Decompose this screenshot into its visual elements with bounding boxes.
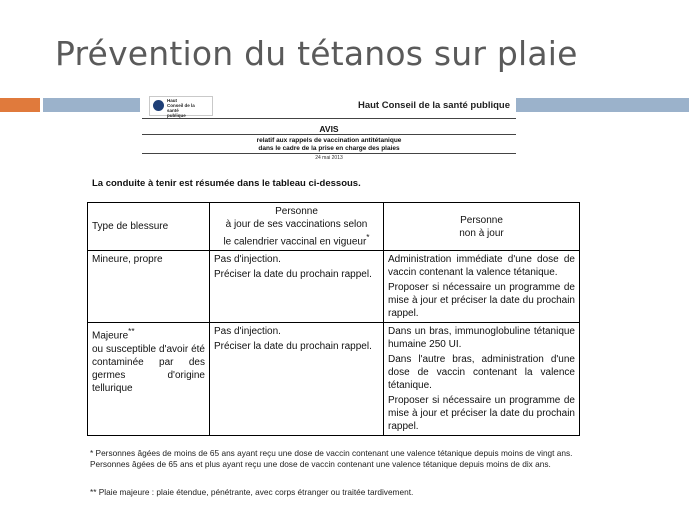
cell-not-up-to-date: Administration immédiate d'une dose de vaccin contenant la valence tétanique. Proposer si nécessaire un programme de mise à jour et préciser la date du prochain rappel. — [384, 251, 580, 323]
header-wound-type: Type de blessure — [88, 203, 210, 251]
cell-not-up-to-date: Dans un bras, immunoglobuline tétanique humaine 250 UI. Dans l'autre bras, administration d'une dose de vaccin contenant la valence tétanique. Proposer si nécessaire un programme de mise à jour et préciser la date du prochain rappel. — [384, 323, 580, 436]
avis-subtitle: relatif aux rappels de vaccination antitétanique dans le cadre de la prise en charge des plaies — [256, 137, 402, 152]
avis-title: AVIS — [319, 124, 339, 134]
cell-up-to-date: Pas d'injection. Préciser la date du prochain rappel. — [210, 251, 384, 323]
subtitle-divider — [142, 153, 516, 154]
footnote-age: * Personnes âgées de moins de 65 ans ayant reçu une dose de vaccin contenant une valence tétanique depuis moins de vingt ans. Personnes âgées de 65 ans et plus ayant reçu une dose de vaccin contenant une valence tétanique depuis moins de dix ans. — [90, 448, 573, 469]
table-header-row — [88, 203, 580, 251]
avis-divider — [142, 134, 516, 135]
cell-wound-type: Majeure** ou susceptible d'avoir été contaminée par des germes d'origine tellurique — [88, 323, 210, 436]
intro-text: La conduite à tenir est résumée dans le tableau ci-dessous. — [92, 178, 361, 189]
document-header — [142, 96, 516, 116]
accent-bar-orange — [0, 98, 40, 112]
cell-wound-type: Mineure, propre — [88, 251, 210, 323]
header-divider — [142, 118, 516, 119]
tetanus-table — [87, 202, 580, 436]
accent-bar-blue-left — [43, 98, 140, 112]
header-up-to-date: Personne à jour de ses vaccinations selon le calendrier vaccinal en vigueur* — [210, 203, 384, 251]
table-row — [88, 323, 580, 436]
logo-circle-icon — [153, 100, 164, 111]
cell-up-to-date: Pas d'injection. Préciser la date du prochain rappel. — [210, 323, 384, 436]
logo-text: Haut Conseil de la santé publique — [167, 98, 195, 118]
slide-title: Prévention du tétanos sur plaie — [55, 34, 578, 73]
footnote-major-wound: ** Plaie majeure : plaie étendue, pénétrante, avec corps étranger ou traitée tardivement. — [90, 487, 414, 497]
accent-bar-blue-right — [516, 98, 689, 112]
header-not-up-to-date: Personne non à jour — [384, 203, 580, 251]
avis-date: 24 mai 2013 — [315, 155, 343, 161]
organization-name: Haut Conseil de la santé publique — [357, 100, 510, 111]
hcsp-logo — [149, 96, 213, 116]
table-row — [88, 251, 580, 323]
